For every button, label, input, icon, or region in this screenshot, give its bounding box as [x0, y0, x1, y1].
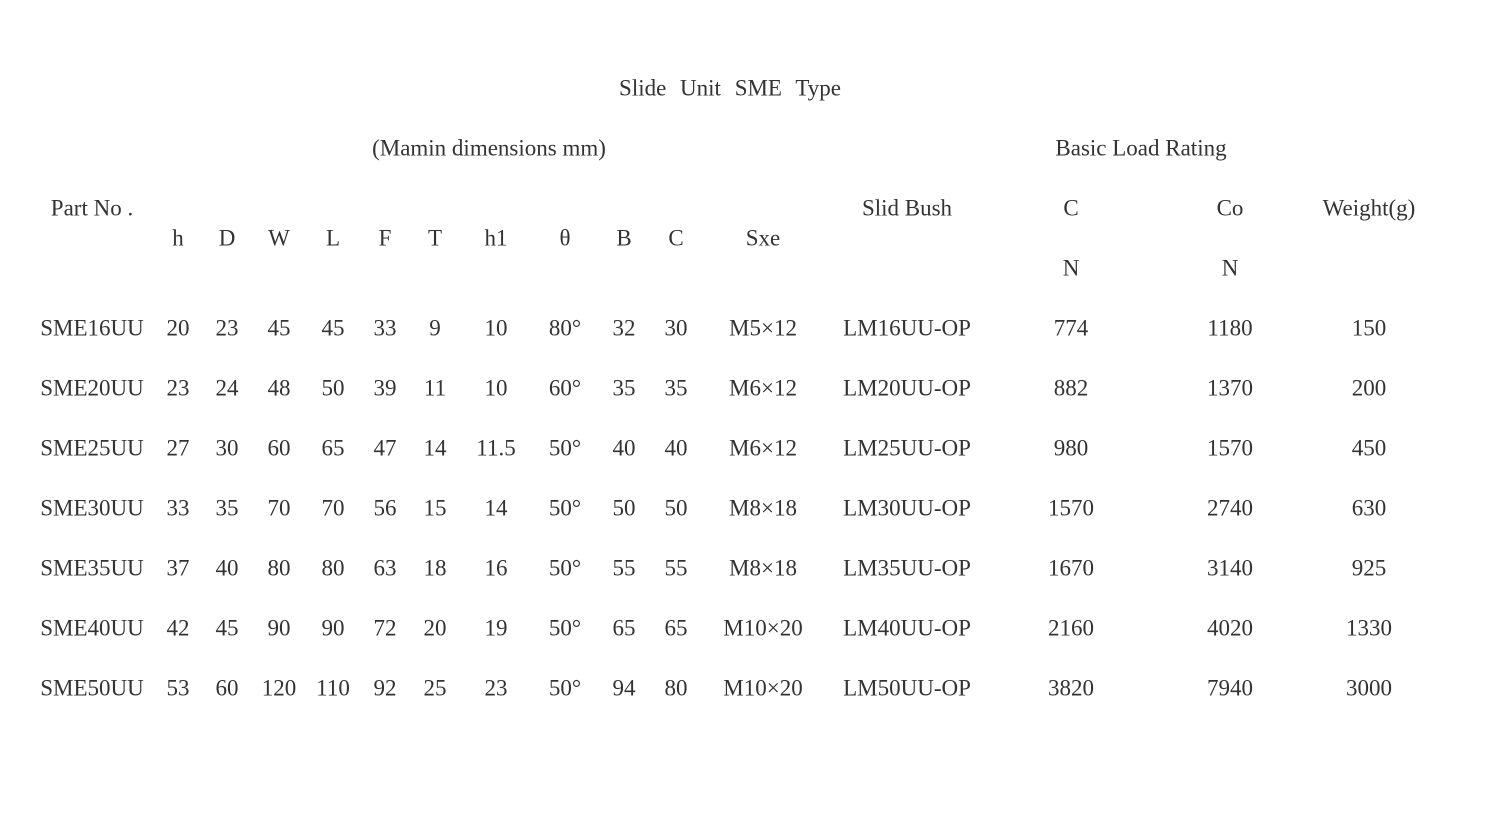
cell-c-load: 774: [1053, 315, 1089, 341]
cell-b: 65: [612, 615, 636, 641]
cell-t: 20: [423, 615, 447, 641]
cell-co: 3140: [1207, 555, 1253, 581]
cell-slid-bush: LM35UU-OP: [843, 555, 971, 581]
cell-slid-bush: LM30UU-OP: [843, 495, 971, 521]
cell-c-load: 1670: [1048, 555, 1094, 581]
cell-w: 90: [267, 615, 291, 641]
cell-t: 11: [423, 375, 447, 401]
header-l: L: [325, 225, 341, 251]
cell-w: 48: [267, 375, 291, 401]
header-co-unit: N: [1221, 255, 1239, 281]
cell-c-dim: 35: [664, 375, 688, 401]
cell-d: 30: [215, 435, 239, 461]
header-f: F: [378, 225, 392, 251]
cell-h1: 19: [484, 615, 508, 641]
dimensions-caption: (Mamin dimensions mm): [372, 135, 606, 161]
cell-f: 47: [373, 435, 397, 461]
cell-h1: 10: [484, 315, 508, 341]
cell-l: 90: [321, 615, 345, 641]
cell-h: 33: [166, 495, 190, 521]
cell-f: 92: [373, 675, 397, 701]
cell-l: 50: [321, 375, 345, 401]
cell-d: 24: [215, 375, 239, 401]
cell-theta: 50°: [548, 675, 582, 701]
cell-slid-bush: LM16UU-OP: [843, 315, 971, 341]
cell-l: 110: [316, 675, 350, 701]
cell-c-dim: 40: [664, 435, 688, 461]
cell-w: 80: [267, 555, 291, 581]
cell-f: 39: [373, 375, 397, 401]
header-c-unit: N: [1062, 255, 1080, 281]
cell-w: 120: [261, 675, 297, 701]
cell-h: 37: [166, 555, 190, 581]
cell-b: 40: [612, 435, 636, 461]
header-t: T: [427, 225, 443, 251]
cell-co: 4020: [1207, 615, 1253, 641]
cell-theta: 50°: [548, 495, 582, 521]
cell-d: 45: [215, 615, 239, 641]
cell-d: 40: [215, 555, 239, 581]
cell-part-no: SME30UU: [40, 495, 144, 521]
cell-c-load: 980: [1053, 435, 1089, 461]
cell-b: 55: [612, 555, 636, 581]
header-part-no: Part No .: [50, 195, 134, 221]
header-c-dim: C: [668, 225, 684, 251]
cell-theta: 50°: [548, 435, 582, 461]
cell-weight: 200: [1351, 375, 1387, 401]
header-w: W: [268, 225, 290, 251]
header-slid-bush: Slid Bush: [861, 195, 953, 221]
cell-f: 33: [373, 315, 397, 341]
cell-sxe: M8×18: [729, 555, 797, 581]
cell-sxe: M10×20: [723, 615, 803, 641]
cell-h1: 10: [484, 375, 508, 401]
page-title: Slide Unit SME Type: [619, 75, 841, 101]
cell-weight: 3000: [1346, 675, 1392, 701]
cell-co: 1570: [1207, 435, 1253, 461]
cell-t: 15: [423, 495, 447, 521]
cell-h: 42: [166, 615, 190, 641]
cell-part-no: SME40UU: [40, 615, 144, 641]
cell-co: 7940: [1207, 675, 1253, 701]
cell-c-load: 882: [1053, 375, 1089, 401]
cell-sxe: M5×12: [729, 315, 797, 341]
cell-part-no: SME20UU: [40, 375, 144, 401]
cell-b: 32: [612, 315, 636, 341]
cell-c-dim: 50: [664, 495, 688, 521]
cell-l: 80: [321, 555, 345, 581]
cell-part-no: SME16UU: [40, 315, 144, 341]
cell-theta: 80°: [548, 315, 582, 341]
cell-c-load: 2160: [1048, 615, 1094, 641]
cell-b: 50: [612, 495, 636, 521]
cell-d: 60: [215, 675, 239, 701]
header-c-load: C: [1063, 195, 1079, 221]
cell-l: 65: [321, 435, 345, 461]
header-h1: h1: [484, 225, 508, 251]
cell-h1: 11.5: [476, 435, 516, 461]
cell-weight: 450: [1351, 435, 1387, 461]
cell-w: 70: [267, 495, 291, 521]
cell-f: 72: [373, 615, 397, 641]
cell-t: 18: [423, 555, 447, 581]
cell-h1: 23: [484, 675, 508, 701]
cell-c-dim: 65: [664, 615, 688, 641]
cell-c-load: 3820: [1048, 675, 1094, 701]
cell-slid-bush: LM40UU-OP: [843, 615, 971, 641]
cell-theta: 50°: [548, 555, 582, 581]
cell-co: 1180: [1207, 315, 1253, 341]
header-h: h: [172, 225, 184, 251]
cell-c-dim: 80: [664, 675, 688, 701]
cell-d: 35: [215, 495, 239, 521]
header-sxe: Sxe: [745, 225, 781, 251]
cell-l: 45: [321, 315, 345, 341]
cell-sxe: M10×20: [723, 675, 803, 701]
cell-c-dim: 30: [664, 315, 688, 341]
cell-part-no: SME25UU: [40, 435, 144, 461]
cell-h: 20: [166, 315, 190, 341]
header-b: B: [616, 225, 632, 251]
cell-h: 53: [166, 675, 190, 701]
cell-co: 2740: [1207, 495, 1253, 521]
cell-weight: 630: [1351, 495, 1387, 521]
cell-co: 1370: [1207, 375, 1253, 401]
cell-b: 94: [612, 675, 636, 701]
cell-w: 60: [267, 435, 291, 461]
cell-f: 63: [373, 555, 397, 581]
cell-part-no: SME35UU: [40, 555, 144, 581]
header-theta: θ: [559, 225, 571, 251]
cell-weight: 1330: [1346, 615, 1392, 641]
cell-w: 45: [267, 315, 291, 341]
cell-h1: 16: [484, 555, 508, 581]
cell-h: 27: [166, 435, 190, 461]
cell-part-no: SME50UU: [40, 675, 144, 701]
cell-d: 23: [215, 315, 239, 341]
cell-slid-bush: LM50UU-OP: [843, 675, 971, 701]
cell-sxe: M6×12: [729, 435, 797, 461]
cell-t: 14: [423, 435, 447, 461]
cell-t: 25: [423, 675, 447, 701]
cell-l: 70: [321, 495, 345, 521]
cell-b: 35: [612, 375, 636, 401]
cell-weight: 925: [1351, 555, 1387, 581]
cell-c-dim: 55: [664, 555, 688, 581]
cell-theta: 50°: [548, 615, 582, 641]
load-rating-caption: Basic Load Rating: [1055, 135, 1227, 161]
cell-weight: 150: [1351, 315, 1387, 341]
header-d: D: [218, 225, 236, 251]
cell-c-load: 1570: [1048, 495, 1094, 521]
cell-h1: 14: [484, 495, 508, 521]
cell-slid-bush: LM25UU-OP: [843, 435, 971, 461]
cell-sxe: M8×18: [729, 495, 797, 521]
cell-theta: 60°: [548, 375, 582, 401]
cell-sxe: M6×12: [729, 375, 797, 401]
header-co: Co: [1216, 195, 1244, 221]
cell-slid-bush: LM20UU-OP: [843, 375, 971, 401]
header-weight: Weight(g): [1322, 195, 1416, 221]
cell-t: 9: [429, 315, 441, 341]
cell-h: 23: [166, 375, 190, 401]
cell-f: 56: [373, 495, 397, 521]
